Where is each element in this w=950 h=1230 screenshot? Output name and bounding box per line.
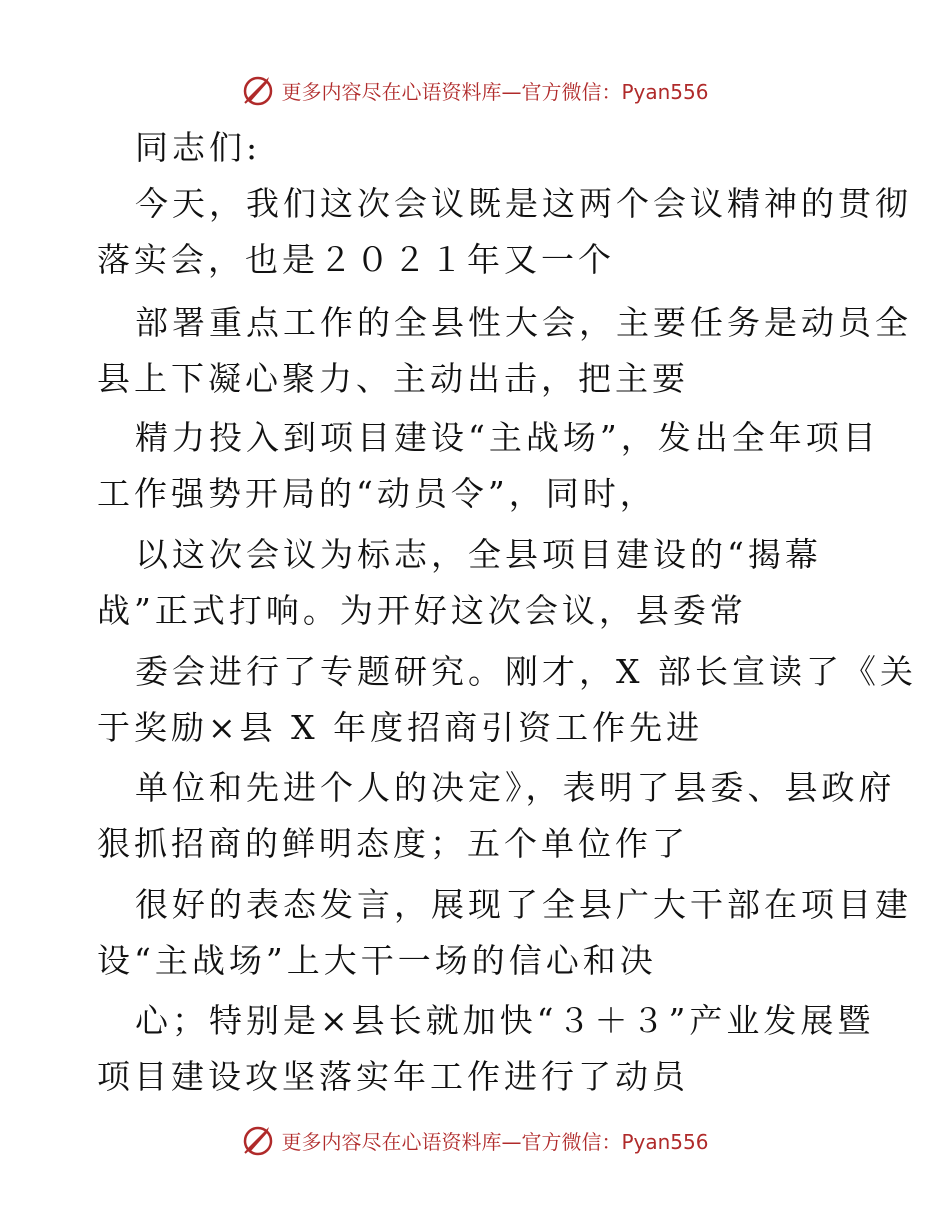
text-line: 心；特别是×县长就加快“３＋３”产业发展暨 bbox=[135, 1001, 875, 1040]
text-line: 于奖励×县 X 年度招商引资工作先进 bbox=[97, 708, 704, 747]
text-line: 项目建设攻坚落实年工作进行了动员 bbox=[97, 1057, 689, 1096]
header-banner-text: 更多内容尽在心语资料库—官方微信：Pyan556 bbox=[281, 79, 709, 104]
text-line: 单位和先进个人的决定》，表明了县委、县政府 bbox=[135, 768, 896, 807]
footer-banner-text: 更多内容尽在心语资料库—官方微信：Pyan556 bbox=[281, 1129, 709, 1154]
text-line: 落实会，也是２０２１年又一个 bbox=[97, 240, 615, 279]
text-line: 部署重点工作的全县性大会，主要任务是动员全 bbox=[135, 303, 912, 342]
text-line: 以这次会议为标志，全县项目建设的“揭幕 bbox=[135, 535, 822, 574]
footer-banner bbox=[0, 1120, 950, 1160]
text-line: 狠抓招商的鲜明态度；五个单位作了 bbox=[97, 824, 689, 863]
text-line: 精力投入到项目建设“主战场”，发出全年项目 bbox=[135, 418, 880, 457]
text-line: 设“主战场”上大干一场的信心和决 bbox=[97, 941, 657, 980]
quill-pen-logo-icon bbox=[241, 73, 275, 107]
text-line: 战”正式打响。为开好这次会议，县委常 bbox=[97, 591, 747, 630]
quill-pen-logo-icon bbox=[241, 1123, 275, 1157]
text-line: 工作强势开局的“动员令”，同时， bbox=[97, 474, 657, 513]
text-line: 很好的表态发言，展现了全县广大干部在项目建 bbox=[135, 885, 912, 924]
text-line: 县上下凝心聚力、主动出击，把主要 bbox=[97, 359, 689, 398]
header-banner bbox=[0, 70, 950, 110]
text-line: 今天，我们这次会议既是这两个会议精神的贯彻 bbox=[135, 184, 912, 223]
text-line: 同志们: bbox=[135, 128, 262, 167]
text-line: 委会进行了专题研究。刚才，X 部长宣读了《关 bbox=[135, 652, 917, 691]
